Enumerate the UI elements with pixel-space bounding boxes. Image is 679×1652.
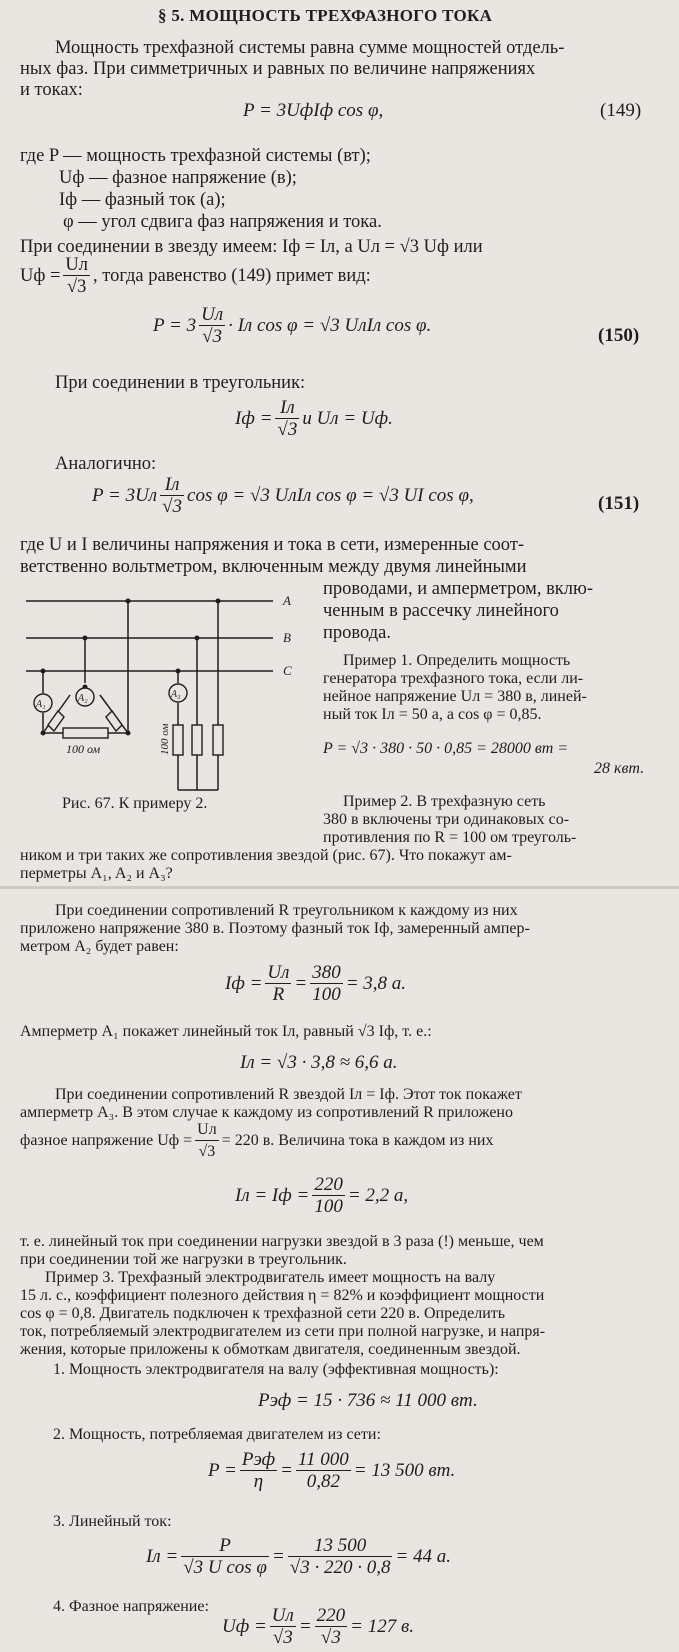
phase-a-label: A bbox=[283, 593, 291, 608]
solution-line-3: метром A₂ будет равен: bbox=[20, 938, 179, 955]
delta-resistor-label: 100 ом bbox=[66, 742, 101, 756]
right-col-line-2: ченным в рассечку линейного bbox=[323, 601, 559, 621]
phase-b-label: B bbox=[283, 630, 291, 645]
after-151-line-1: где U и I величины напряжения и тока в сети, измеренные соот- bbox=[20, 535, 525, 555]
star-line-1: При соединении в звезду имеем: Iф = Iл, а Uл = √3 Uф или bbox=[20, 237, 483, 257]
example-3-line-5: жения, которые приложены к обмоткам двигателя, соединенным звездой. bbox=[20, 1341, 521, 1358]
star-line-2: Uф = $\frac{Uл}{√3}$ , тогда равенство (149) примет вид: bbox=[20, 255, 371, 297]
right-col-line-3: провода. bbox=[323, 623, 391, 643]
conclusion-line-1: т. е. линейный ток при соединении нагрузки звездой в 3 раза (!) меньше, чем bbox=[20, 1233, 544, 1250]
star-paragraph-line-1: При соединении сопротивлений R звездой Iл = Iф. Этот ток покажет bbox=[55, 1086, 522, 1103]
equation-150: P = 3 $\frac{Uл}{√3}$ · Iл cos φ = √3 UлIл cos φ. bbox=[153, 304, 432, 347]
solution-line-2: приложено напряжение 380 в. Поэтому фазный ток Iф, замеренный ампер- bbox=[20, 920, 530, 937]
example-2-line-2: 380 в включены три одинаковых со- bbox=[323, 811, 570, 828]
equation-149-number: (149) bbox=[600, 100, 642, 121]
example-1-line-1: Пример 1. Определить мощность bbox=[343, 652, 571, 669]
example-1-equation-end: 28 квт. bbox=[594, 760, 645, 777]
step-1-equation: Pэф = 15 · 736 ≈ 11 000 вт. bbox=[258, 1390, 478, 1411]
section-title: § 5. МОЩНОСТЬ ТРЕХФАЗНОГО ТОКА bbox=[158, 6, 493, 25]
phase-current-equation: Iф = $\frac{Uл}{R}$ = $\frac{380}{100}$ = 3,8 а. bbox=[225, 962, 407, 1005]
conclusion-line-2: при соединении той же нагрузки в треугольник. bbox=[20, 1251, 347, 1268]
ammeter-1-line: Амперметр A₁ покажет линейный ток Iл, равный √3 Iф, т. е.: bbox=[20, 1023, 432, 1040]
example-3-line-4: ток, потребляемый электродвигателем из сети при полной нагрузке, и напря- bbox=[20, 1323, 546, 1340]
example-2-line-4: ником и три таких же сопротивления звездой (рис. 67). Что покажут ам- bbox=[20, 847, 512, 864]
analog-label: Аналогично: bbox=[55, 454, 157, 474]
after-151-line-2: ветственно вольтметром, включенным между двумя линейными bbox=[20, 557, 527, 577]
delta-equation: Iф = $\frac{Iл}{√3}$ и Uл = Uф. bbox=[235, 397, 393, 440]
right-col-line-1: проводами, и амперметром, вклю- bbox=[323, 579, 594, 599]
step-1-label: 1. Мощность электродвигателя на валу (эффективная мощность): bbox=[53, 1361, 499, 1378]
intro-line-1: Мощность трехфазной системы равна сумме мощностей отдель- bbox=[55, 38, 565, 58]
page-divider bbox=[0, 886, 679, 889]
example-2-line-5: перметры A₁, A₂ и A₃? bbox=[20, 865, 173, 882]
circuit-diagram bbox=[18, 585, 318, 795]
equation-150-number: (150) bbox=[598, 325, 640, 346]
example-3-line-3: cos φ = 0,8. Двигатель подключен к трехфазной сети 220 в. Определить bbox=[20, 1305, 506, 1322]
where-line-4: φ — угол сдвига фаз напряжения и тока. bbox=[63, 212, 382, 232]
equation-151-number: (151) bbox=[598, 493, 640, 514]
step-2-equation: P = $\frac{\text{Pэф}}{\eta}$ = $\frac{11 000}{0,82}$ = 13 500 вт. bbox=[208, 1449, 456, 1492]
equation-151: P = 3Uл $\frac{Iл}{√3}$ cos φ = √3 UлIл cos φ = √3 UI cos φ, bbox=[92, 474, 474, 517]
where-line-3: Iф — фазный ток (а); bbox=[59, 190, 226, 210]
example-3-line-1: Пример 3. Трехфазный электродвигатель имеет мощность на валу bbox=[45, 1269, 496, 1286]
figure-caption: Рис. 67. К примеру 2. bbox=[62, 795, 208, 812]
step-2-label: 2. Мощность, потребляемая двигателем из сети: bbox=[53, 1426, 381, 1443]
where-line-2: Uф — фазное напряжение (в); bbox=[59, 168, 297, 188]
star-paragraph-line-3: фазное напряжение Uф = $\frac{Uл}{√3}$ = 220 в. Величина тока в каждом из них bbox=[20, 1121, 494, 1160]
delta-intro: При соединении в треугольник: bbox=[55, 373, 306, 393]
example-1-line-4: ный ток Iл = 50 а, а cos φ = 0,85. bbox=[323, 706, 542, 723]
intro-line-3: и токах: bbox=[20, 80, 83, 100]
ammeter-2-label: A₂ bbox=[78, 693, 88, 704]
solution-line-1: При соединении сопротивлений R треугольником к каждому из них bbox=[55, 902, 518, 919]
ammeter-1-label: A₁ bbox=[36, 699, 46, 710]
example-1-line-2: генератора трехфазного тока, если ли- bbox=[323, 670, 584, 687]
step-4-equation: Uф = $\frac{Uл}{√3}$ = $\frac{220}{√3}$ = 127 в. bbox=[222, 1605, 414, 1648]
example-1-line-3: нейное напряжение Uл = 380 в, линей- bbox=[323, 688, 587, 705]
ammeter-3-label: A₃ bbox=[171, 689, 181, 700]
line-current-equation: Iл = √3 · 3,8 ≈ 6,6 а. bbox=[240, 1052, 398, 1073]
step-4-label: 4. Фазное напряжение: bbox=[53, 1598, 209, 1615]
example-3-line-2: 15 л. с., коэффициент полезного действия η = 82% и коэффициент мощности bbox=[20, 1287, 545, 1304]
where-line-1: где P — мощность трехфазной системы (вт); bbox=[20, 146, 371, 166]
example-2-line-3: противления по R = 100 ом треуголь- bbox=[323, 829, 577, 846]
phase-c-label: C bbox=[283, 663, 292, 678]
step-3-label: 3. Линейный ток: bbox=[53, 1513, 172, 1530]
star-resistor-label: 100 ом bbox=[159, 723, 171, 755]
example-1-equation: P = √3 · 380 · 50 · 0,85 = 28000 вт = bbox=[323, 740, 569, 757]
star-paragraph-line-2: амперметр A₃. В этом случае к каждому из сопротивлений R приложено bbox=[20, 1104, 513, 1121]
equation-149: P = 3UфIф cos φ, bbox=[243, 100, 384, 121]
intro-line-2: ных фаз. При симметричных и равных по величине напряжениях bbox=[20, 59, 536, 79]
example-2-line-1: Пример 2. В трехфазную сеть bbox=[343, 793, 546, 810]
step-3-equation: Iл = $\frac{P}{\text{√3 U cos φ}}$ = $\frac{13 500}{√3 \cdot 220 \cdot 0,8}$ = 44 а. bbox=[146, 1535, 452, 1578]
star-current-equation: Iл = Iф = $\frac{220}{100}$ = 2,2 а, bbox=[235, 1174, 409, 1217]
